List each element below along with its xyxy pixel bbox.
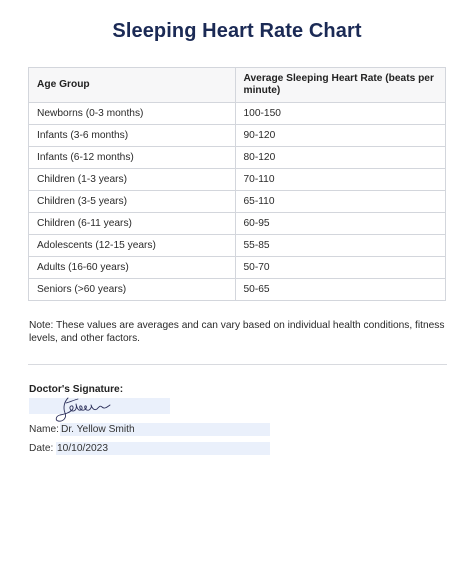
cell-age-group: Adolescents (12-15 years) [29,235,236,257]
cell-age-group: Adults (16-60 years) [29,257,236,279]
cell-heart-rate: 55-85 [235,235,445,257]
signature-label: Doctor's Signature: [29,384,124,395]
name-field[interactable]: Dr. Yellow Smith [60,423,270,436]
cell-heart-rate: 70-110 [235,169,445,191]
cell-heart-rate: 80-120 [235,147,445,169]
header-age-group: Age Group [29,68,236,103]
table-row [29,125,446,147]
header-average-rate: Average Sleeping Heart Rate (beats per minute) [235,68,445,103]
table-row [29,191,446,213]
cell-age-group: Children (3-5 years) [29,191,236,213]
note-text: Note: These values are averages and can vary based on individual health conditions, fitness levels, and other factors. [29,320,445,344]
table-row [29,213,446,235]
cell-age-group: Children (6-11 years) [29,213,236,235]
table-header-row [29,68,446,103]
cell-age-group: Infants (6-12 months) [29,147,236,169]
cell-heart-rate: 90-120 [235,125,445,147]
page-title: Sleeping Heart Rate Chart [112,20,362,42]
section-divider [28,364,447,365]
table-row [29,235,446,257]
table-row [29,279,446,301]
cell-age-group: Seniors (>60 years) [29,279,236,301]
cell-age-group: Infants (3-6 months) [29,125,236,147]
cell-age-group: Children (1-3 years) [29,169,236,191]
table-row [29,103,446,125]
table-row [29,147,446,169]
date-field[interactable]: 10/10/2023 [56,442,270,455]
cell-age-group: Newborns (0-3 months) [29,103,236,125]
heart-rate-table [28,67,446,301]
cell-heart-rate: 50-70 [235,257,445,279]
cell-heart-rate: 60-95 [235,213,445,235]
cell-heart-rate: 100-150 [235,103,445,125]
table-row [29,257,446,279]
name-label: Name: [29,424,60,435]
cell-heart-rate: 65-110 [235,191,445,213]
date-label: Date: [29,443,54,454]
table-row [29,169,446,191]
handwritten-signature [54,394,114,424]
cell-heart-rate: 50-65 [235,279,445,301]
